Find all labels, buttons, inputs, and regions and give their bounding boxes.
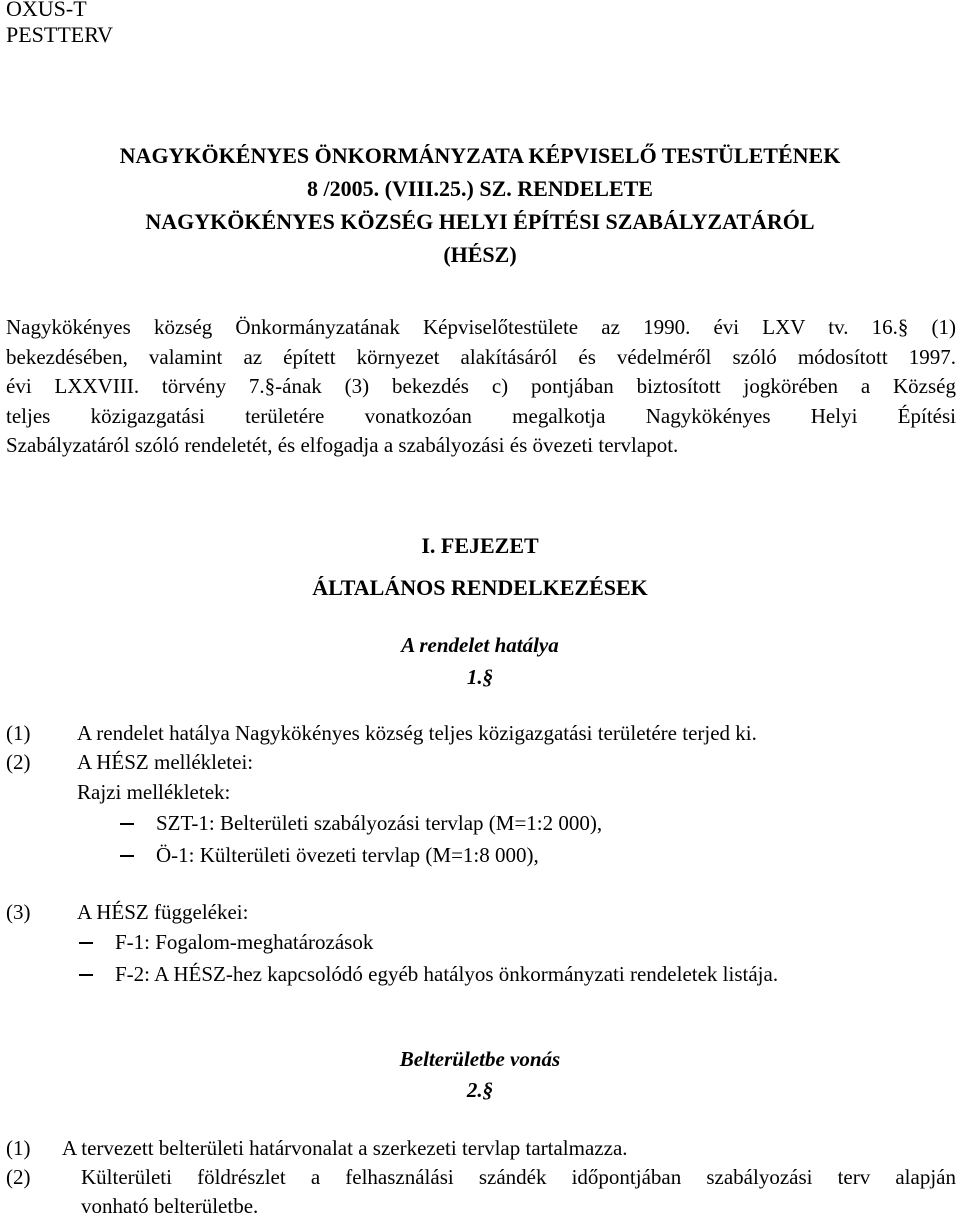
chapter-number: I. FEJEZET	[421, 533, 539, 558]
header-department: PESTTERV	[6, 22, 114, 48]
section-1-heading: A rendelet hatálya	[401, 633, 559, 657]
list-item-text: SZT-1: Belterületi szabályozási tervlap (M=1:2 000),	[156, 811, 603, 835]
paragraph-text: A HÉSZ mellékletei:	[77, 750, 254, 774]
paragraph-text: Külterületi földrészlet a felhasználási szándék időpontjában szabályozási terv alapján	[81, 1165, 956, 1189]
chapter-title: ÁLTALÁNOS RENDELKEZÉSEK	[312, 575, 648, 600]
preamble-line: teljes közigazgatási területére vonatkozóan megalkotja Nagykökényes Helyi Építési	[6, 403, 956, 428]
dash-bullet	[120, 855, 134, 857]
paragraph-number: (1)	[6, 721, 31, 745]
dash-bullet	[120, 823, 134, 825]
list-item-text: F-1: Fogalom-meghatározások	[115, 930, 374, 954]
dash-bullet	[79, 942, 93, 944]
header-company: OXUS-T	[6, 0, 87, 21]
preamble-line: Szabályzatáról szóló rendeletét, és elfogadja a szabályozási és övezeti tervlapot.	[6, 433, 679, 457]
preamble	[6, 313, 956, 461]
document-title	[0, 139, 960, 271]
paragraph-text-continued: vonható belterületbe.	[81, 1194, 259, 1218]
title-line-3: NAGYKÖKÉNYES KÖZSÉG HELYI ÉPÍTÉSI SZABÁLYZATÁRÓL	[145, 209, 815, 234]
paragraph-text: A rendelet hatálya Nagykökényes község teljes közigazgatási területére terjed ki.	[77, 721, 757, 745]
paragraph-number: (2)	[6, 1165, 31, 1189]
paragraph-number: (2)	[6, 750, 31, 774]
paragraph-number: (1)	[6, 1136, 31, 1160]
preamble-line: évi LXXVIII. törvény 7.§-ának (3) bekezdés c) pontjában biztosított jogkörében a Község	[6, 374, 956, 398]
section-2-number: 2.§	[466, 1078, 494, 1102]
title-line-2: 8 /2005. (VIII.25.) SZ. RENDELETE	[307, 176, 653, 201]
drawing-annexes-label: Rajzi mellékletek:	[77, 780, 231, 804]
section-1-number: 1.§	[466, 665, 494, 689]
title-line-4: (HÉSZ)	[443, 242, 517, 267]
section-2-heading: Belterületbe vonás	[399, 1047, 561, 1071]
paragraph-text: A tervezett belterületi határvonalat a szerkezeti tervlap tartalmazza.	[62, 1136, 628, 1160]
paragraph-text: A HÉSZ függelékei:	[77, 900, 249, 924]
list-item-text: Ö-1: Külterületi övezeti tervlap (M=1:8 000),	[156, 843, 539, 867]
preamble-line: bekezdésében, valamint az épített környezet alakításáról és védelméről szóló módosított 1997.	[6, 344, 956, 369]
preamble-line: Nagykökényes község Önkormányzatának Képviselőtestülete az 1990. évi LXV tv. 16.§ (1)	[6, 315, 956, 339]
document-header	[6, 0, 113, 49]
list-item-text: F-2: A HÉSZ-hez kapcsolódó egyéb hatályos önkormányzati rendeletek listája.	[115, 962, 779, 986]
paragraph-number: (3)	[6, 900, 31, 924]
dash-bullet	[79, 974, 93, 976]
title-line-1: NAGYKÖKÉNYES ÖNKORMÁNYZATA KÉPVISELŐ TESTÜLETÉNEK	[119, 143, 841, 168]
